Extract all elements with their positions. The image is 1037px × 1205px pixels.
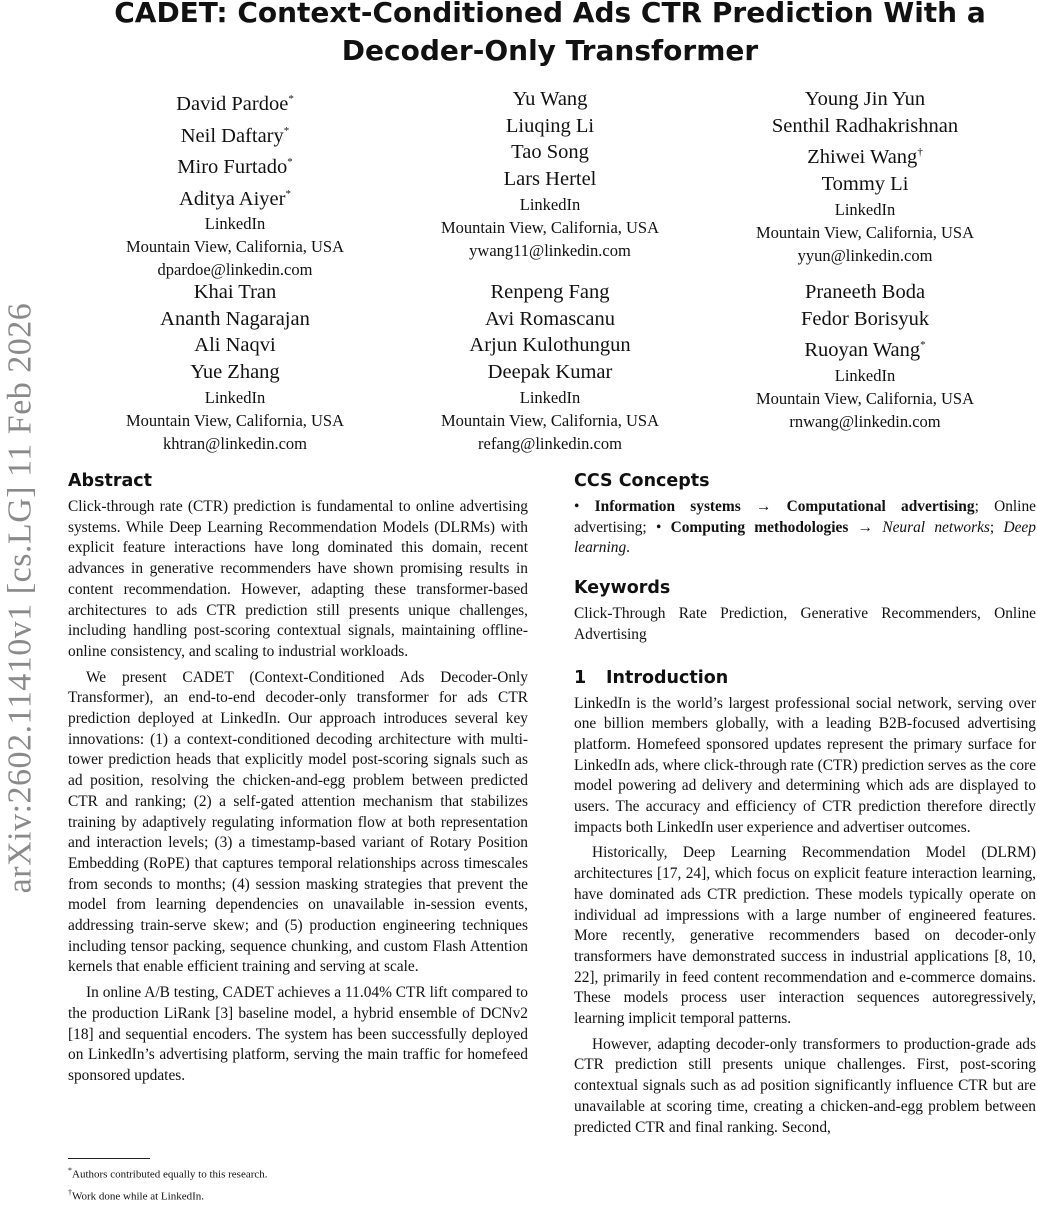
ccs-concept-1-sub: Computational advertising	[786, 498, 975, 515]
author-footnote-mark: *	[287, 156, 293, 169]
author-name-text: Yu Wang	[512, 88, 588, 110]
footnote-1-text: Authors contributed equally to this research.	[72, 1168, 268, 1181]
author-name	[75, 359, 395, 386]
author-name	[705, 86, 1025, 113]
author-email: yyun@linkedin.com	[797, 245, 933, 265]
author-name-text: Ali Naqvi	[194, 334, 276, 357]
ccs-concepts-text	[574, 497, 1036, 559]
author-footnote-mark: *	[285, 187, 291, 200]
author-block	[390, 279, 710, 455]
footnote-1-mark: *	[68, 1166, 72, 1175]
author-name	[705, 171, 1025, 198]
author-name	[705, 139, 1025, 171]
section-title: Introduction	[606, 667, 729, 688]
ccs-arrow: →	[857, 518, 874, 536]
author-footnote-mark: *	[283, 124, 290, 137]
ccs-end: .	[626, 539, 631, 557]
author-name-text: Praneeth Boda	[804, 281, 926, 303]
abstract-heading: Abstract	[68, 471, 153, 491]
author-affiliation: LinkedIn	[519, 387, 581, 407]
author-block	[75, 86, 395, 281]
introduction-paragraph-2: Historically, Deep Learning Recommendation Model (DLRM) architectures [17, 24], which focus on explicit feature interaction learning, have dominated ads CTR prediction. These models typically operate on individual ad impressions with a large number of engineered features. More recently, generative recommenders based on decoder-only transformers have demonstrated success in industrial applications [8, 10, 22], primarily in feed content recommendation and e-commerce domains. These models process user interaction sequences autoregressively, learning implicit temporal patterns.	[574, 844, 1036, 1028]
author-name	[705, 306, 1025, 333]
author-footnote-mark: *	[288, 93, 294, 105]
author-name	[705, 113, 1025, 140]
arxiv-identifier	[2, 258, 38, 938]
author-footnote-mark: *	[920, 339, 926, 352]
author-name	[390, 139, 710, 166]
author-name	[390, 166, 710, 193]
paper-title	[60, 0, 1037, 70]
author-affiliation: LinkedIn	[834, 199, 896, 219]
author-location: Mountain View, California, USA	[440, 410, 660, 430]
author-name-text: Aditya Aiyer	[179, 187, 286, 210]
author-name-text: Zhiwei Wang	[807, 146, 918, 169]
author-name	[75, 306, 395, 333]
author-name-text: Fedor Borisyuk	[800, 307, 930, 330]
ccs-bullet: •	[574, 498, 580, 515]
ccs-arrow: →	[755, 498, 772, 515]
author-name-text: Renpeng Fang	[490, 281, 610, 303]
author-name-text: Liuqing Li	[505, 114, 595, 137]
author-name-text: Arjun Kulothungun	[469, 334, 631, 357]
author-name	[75, 279, 395, 306]
ccs-concept-2: Computing methodologies	[670, 518, 849, 536]
author-name	[705, 332, 1025, 364]
author-affiliation: LinkedIn	[204, 214, 266, 234]
author-affiliation: LinkedIn	[834, 365, 896, 385]
author-name-text: Deepak Kumar	[487, 361, 613, 384]
introduction-paragraph-3: However, adapting decoder-only transformers to production-grade ads CTR prediction still presents unique challenges. First, post-scoring contextual signals such as ad position significantly influence CTR but are unavailable at scoring time, creating a chicken-and-egg problem between predicted CTR and final ranking. Second,	[574, 1035, 1036, 1136]
introduction-heading	[574, 667, 1036, 689]
author-name-text: Miro Furtado	[177, 155, 288, 178]
author-email: refang@linkedin.com	[478, 433, 622, 453]
author-location: Mountain View, California, USA	[125, 237, 345, 257]
author-affiliation: LinkedIn	[204, 387, 266, 407]
author-name	[75, 86, 395, 118]
author-name	[75, 149, 395, 181]
author-name-text: Ananth Nagarajan	[160, 307, 310, 330]
author-block	[75, 279, 395, 455]
author-name-text: Young Jin Yun	[804, 88, 926, 110]
footnote-2	[68, 1184, 528, 1205]
author-name	[75, 118, 395, 150]
abstract-paragraph-3: In online A/B testing, CADET achieves a 11.04% CTR lift compared to the production LiRank [3] baseline model, a hybrid ensemble of DCNv2 [18] and sequential encoders. The system has been successfully deployed on LinkedIn’s advertising platform, serving the main traffic for homefeed sponsored updates.	[68, 984, 528, 1084]
ccs-separator: ;	[989, 518, 995, 536]
ccs-concept-1: Information systems	[594, 498, 741, 515]
ccs-concept-2-rest: Deep learning	[574, 518, 1036, 557]
author-name-text: Yue Zhang	[190, 361, 280, 384]
author-name-text: Senthil Radhakrishnan	[771, 114, 959, 137]
author-name-text: Khai Tran	[193, 281, 277, 303]
author-email: dpardoe@linkedin.com	[157, 260, 313, 280]
author-block	[705, 279, 1025, 433]
arxiv-identifier-text: arXiv:2602.11410v1 [cs.LG] 11 Feb 2026	[1, 302, 38, 894]
author-email: ywang11@linkedin.com	[469, 240, 631, 260]
ccs-bullet: •	[655, 518, 662, 536]
author-name-text: Lars Hertel	[503, 168, 597, 191]
author-email: rnwang@linkedin.com	[789, 411, 941, 431]
author-block	[705, 86, 1025, 267]
footnote-rule	[68, 1158, 150, 1159]
ccs-concept-2-sub: Neural networks	[882, 518, 990, 536]
title-line-1: CADET: Context-Conditioned Ads CTR Prediction With a	[114, 0, 986, 29]
author-location: Mountain View, California, USA	[125, 410, 345, 430]
title-line-2: Decoder-Only Transformer	[341, 34, 759, 67]
author-name-text: Avi Romascanu	[485, 307, 615, 330]
author-location: Mountain View, California, USA	[755, 388, 975, 408]
author-name-text: Tao Song	[511, 141, 589, 164]
author-location: Mountain View, California, USA	[755, 222, 975, 242]
footnote-2-text: Work done while at LinkedIn.	[72, 1190, 204, 1203]
section-number: 1	[574, 667, 587, 688]
abstract-paragraph-1: Click-through rate (CTR) prediction is fundamental to online advertising systems. While Deep Learning Recommendation Models (DLRMs) with explicit feature interactions have long dominated this domain, recent advances in generative recommenders have shown promising results in content recommendation. However, adapting these transformer-based architectures to ads CTR prediction still presents unique challenges, including handling post-scoring contextual signals, maintaining offline-online consistency, and scaling to industrial workloads.	[68, 498, 528, 660]
author-affiliation: LinkedIn	[519, 194, 581, 214]
author-name-text: Ruoyan Wang	[804, 339, 921, 362]
author-name	[390, 86, 710, 113]
author-location: Mountain View, California, USA	[440, 217, 660, 237]
ccs-concept-1-rest: ; Online advertising;	[574, 498, 1036, 536]
keywords-text: Click-Through Rate Prediction, Generative Recommenders, Online Advertising	[574, 605, 1036, 643]
footnote-2-mark: †	[68, 1187, 72, 1197]
footnote-1	[68, 1162, 528, 1184]
author-name-text: Tommy Li	[821, 172, 909, 195]
author-name	[390, 279, 710, 306]
right-column	[574, 470, 1036, 1138]
keywords-heading: Keywords	[574, 578, 671, 599]
abstract-paragraph-2: We present CADET (Context-Conditioned Ads Decoder-Only Transformer), an end-to-end decoder-only transformer for ads CTR prediction deployed at LinkedIn. Our approach introduces several key innovations: (1) a context-conditioned decoding architecture with multi-tower prediction heads that explicitly model post-scoring signals such as ad position, resolving the chicken-and-egg problem between predicted CTR and ranking; (2) a self-gated attention mechanism that stabilizes training by adaptively regulating information flow at both representation and interaction levels; (3) a timestamp-based variant of Rotary Position Embedding (RoPE) that captures temporal relationships across timescales from seconds to months; (4) session masking strategies that prevent the model from learning dependencies on unavailable in-session events, addressing train-serve skew; and (5) production engineering techniques including tensor packing, sequence chunking, and custom Flash Attention kernels that enable efficient training and serving at scale.	[68, 668, 528, 976]
ccs-concepts-heading: CCS Concepts	[574, 471, 710, 491]
author-name	[390, 332, 710, 359]
author-name	[390, 113, 710, 140]
author-name	[705, 279, 1025, 306]
author-name	[75, 332, 395, 359]
author-name-text: Neil Daftary	[180, 124, 284, 147]
author-name	[390, 359, 710, 386]
left-column	[68, 470, 528, 1087]
author-name	[75, 181, 395, 213]
author-email: khtran@linkedin.com	[163, 433, 307, 453]
introduction-paragraph-1: LinkedIn is the world’s largest professional social network, serving over one billion members globally, with a leading B2B-focused advertising platform. Homefeed sponsored updates represent the primary surface for LinkedIn ads, where click-through rate (CTR) prediction serves as the core model powering ad delivery and determining which ads are displayed to users. The accuracy and efficiency of CTR prediction therefore directly impacts both LinkedIn user experience and advertiser outcomes.	[574, 694, 1036, 836]
author-name	[390, 306, 710, 333]
author-block	[390, 86, 710, 262]
footnotes	[68, 1158, 528, 1205]
author-name-text: David Pardoe	[176, 92, 289, 115]
author-footnote-mark: †	[917, 146, 923, 159]
